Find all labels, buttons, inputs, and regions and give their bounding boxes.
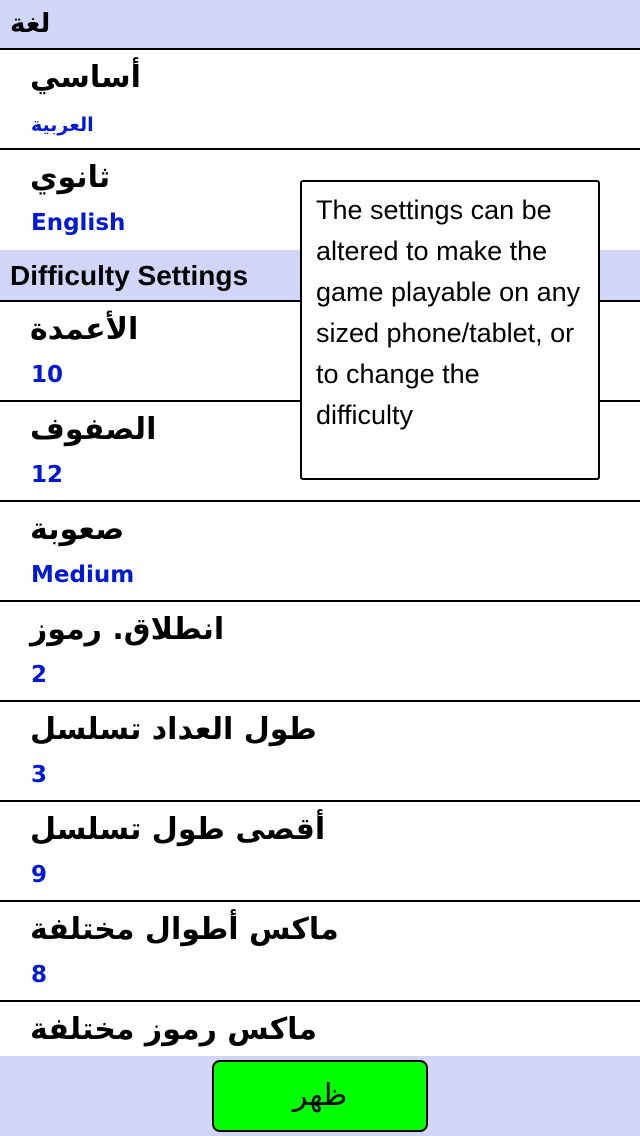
primary-language-row[interactable] (0, 48, 640, 148)
setting-title: الأعمدة (30, 312, 139, 347)
setting-title: طول العداد تسلسل (30, 712, 317, 747)
setting-title: أقصى طول تسلسل (30, 812, 326, 847)
setting-row-counter-length[interactable] (0, 700, 640, 800)
setting-title: ماكس رموز مختلفة (30, 1012, 317, 1047)
setting-value: 2 (31, 662, 48, 688)
setting-value: 10 (31, 362, 64, 388)
setting-row-max-sequence-length[interactable] (0, 800, 640, 900)
setting-row-start-symbols[interactable] (0, 600, 640, 700)
secondary-language-title: ثانوي (30, 160, 111, 195)
setting-value: Medium (31, 562, 135, 588)
setting-title: الصفوف (30, 412, 157, 447)
difficulty-section-header: Difficulty Settings (0, 250, 640, 300)
setting-row-difficulty[interactable] (0, 500, 640, 600)
show-button[interactable]: ظهر (212, 1060, 428, 1132)
primary-language-value: العربية (31, 114, 94, 136)
language-section-header: لغة (0, 0, 640, 48)
setting-value: 12 (31, 462, 64, 488)
footer-bar (0, 1056, 640, 1136)
setting-value: 8 (31, 962, 48, 988)
help-tooltip: The settings can be altered to make the game playable on any sized phone/tablet, or to change the difficulty (300, 180, 600, 480)
setting-row-max-different-symbols[interactable] (0, 1000, 640, 1056)
secondary-language-value: English (31, 210, 126, 236)
setting-title: صعوبة (30, 512, 125, 547)
setting-value: 3 (31, 762, 48, 788)
setting-row-max-different-lengths[interactable] (0, 900, 640, 1000)
setting-value: 9 (31, 862, 48, 888)
primary-language-title: أساسي (30, 60, 141, 95)
setting-title: انطلاق. رموز (30, 612, 225, 647)
setting-title: ماكس أطوال مختلفة (30, 912, 339, 947)
